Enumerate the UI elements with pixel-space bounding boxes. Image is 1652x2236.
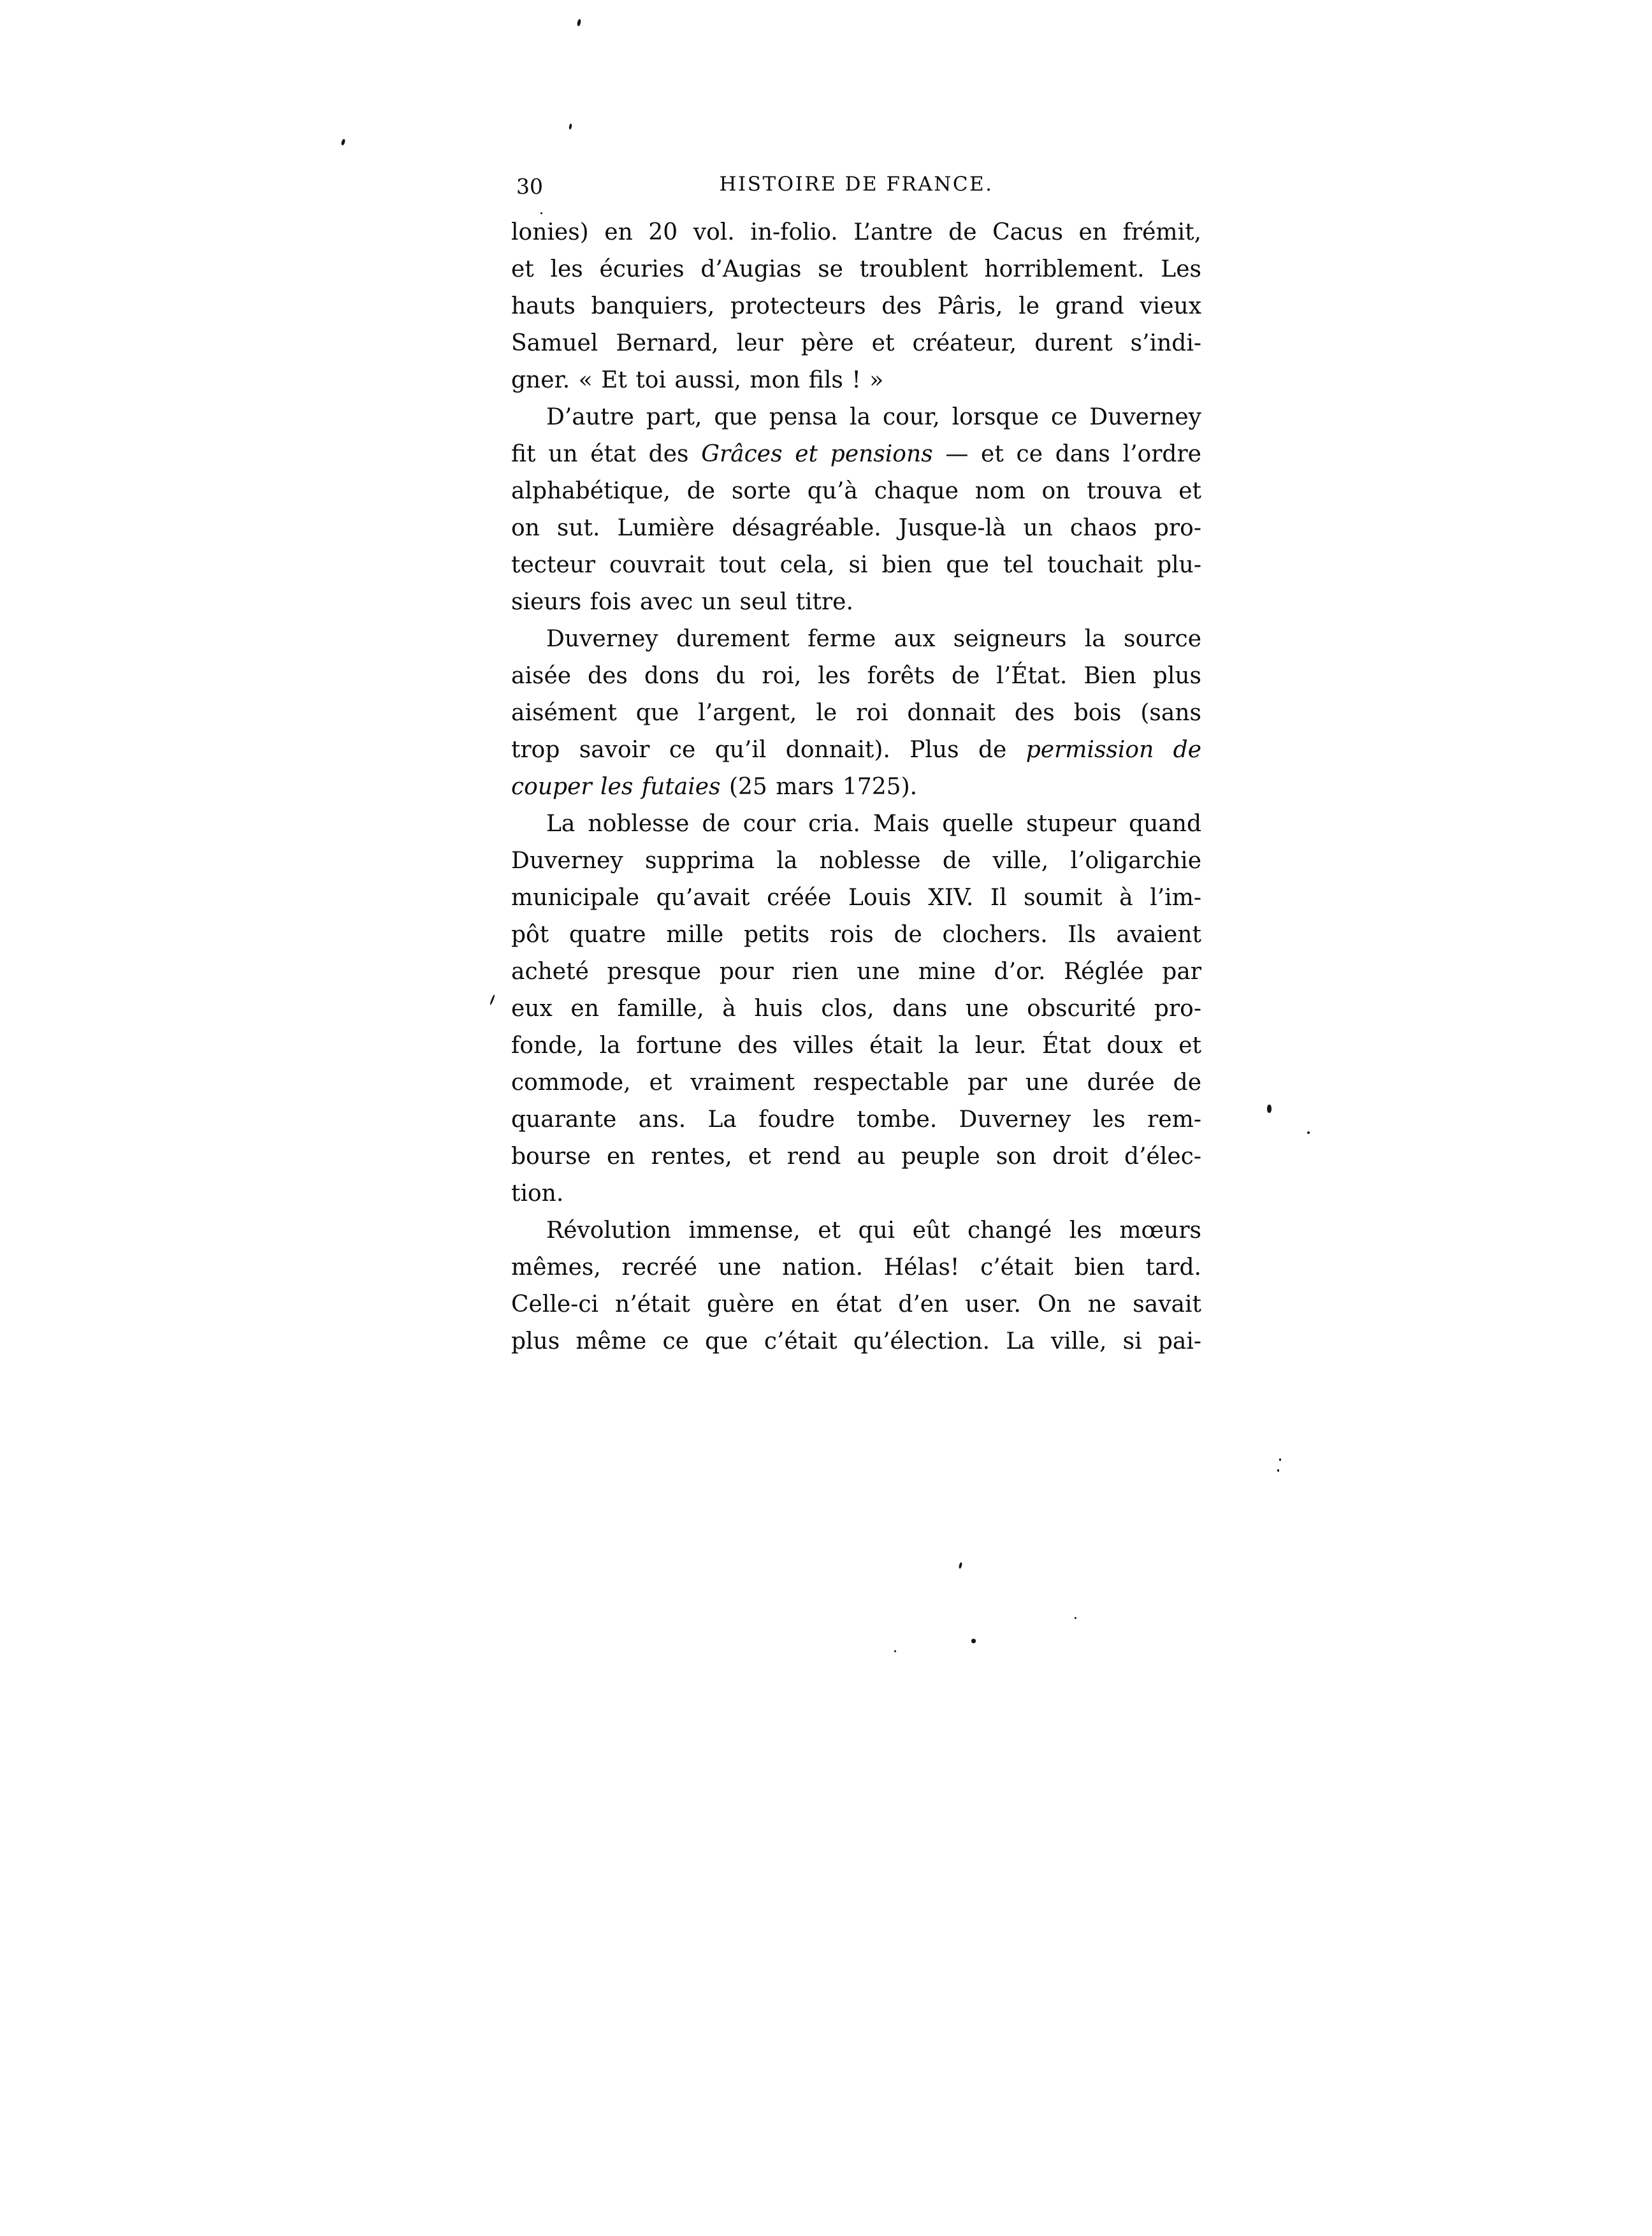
ink-speck: [1075, 1617, 1076, 1619]
text-segment: pôt quatre mille petits rois de clochers. Ils avaient: [511, 922, 1201, 948]
text-line: [511, 510, 1201, 547]
text-line: [511, 1138, 1201, 1175]
ink-speck: [341, 138, 346, 145]
text-line: [511, 1064, 1201, 1101]
text-segment: Duverney durement ferme aux seigneurs la source: [546, 626, 1201, 652]
text-line: [511, 658, 1201, 695]
text-segment: sieurs fois avec un seul titre.: [511, 589, 853, 615]
text-segment: on sut. Lumière désagréable. Jusque-là un chaos pro-: [511, 515, 1201, 541]
text-segment: La noblesse de cour cria. Mais quelle stupeur quand: [546, 811, 1201, 837]
text-line: [511, 325, 1201, 362]
text-line: [511, 1249, 1201, 1286]
running-title: HISTOIRE DE FRANCE.: [719, 173, 994, 196]
text-line: [511, 1101, 1201, 1138]
text-line: [511, 1286, 1201, 1323]
paragraph: [511, 806, 1201, 1212]
text-segment: — et ce dans l’ordre: [932, 441, 1201, 467]
page-header: [511, 173, 1201, 212]
ink-speck: [1277, 1469, 1279, 1472]
text-segment: aisée des dons du roi, les forêts de l’État. Bien plus: [511, 663, 1201, 689]
text-segment: Révolution immense, et qui eût changé les mœurs: [546, 1217, 1201, 1244]
ink-speck: [540, 212, 542, 214]
ink-speck: [959, 1562, 962, 1569]
text-segment: permission de: [1025, 737, 1202, 763]
ink-speck: [894, 1650, 896, 1652]
text-segment: plus même ce que c’était qu’élection. La ville, si pai-: [511, 1328, 1201, 1354]
text-line: [511, 917, 1201, 954]
text-line: [511, 1212, 1201, 1249]
text-line: [511, 288, 1201, 325]
text-line: [511, 251, 1201, 288]
text-line: [511, 399, 1201, 436]
text-line: [511, 547, 1201, 584]
paragraph: [511, 214, 1201, 399]
text-line: [511, 806, 1201, 843]
text-segment: acheté presque pour rien une mine d’or. Réglée par: [511, 959, 1201, 985]
text-line: [511, 954, 1201, 991]
text-segment: quarante ans. La foudre tombe. Duverney les rem-: [511, 1107, 1201, 1133]
text-segment: fonde, la fortune des villes était la leur. État doux et: [511, 1033, 1201, 1059]
text-segment: municipale qu’avait créée Louis XIV. Il soumit à l’im-: [511, 885, 1201, 911]
text-segment: commode, et vraiment respectable par une durée de: [511, 1070, 1201, 1096]
text-segment: hauts banquiers, protecteurs des Pâris, le grand vieux: [511, 293, 1201, 319]
text-segment: D’autre part, que pensa la cour, lorsque ce Duverney: [546, 404, 1201, 430]
text-line: [511, 584, 1201, 621]
text-line: [511, 1175, 1201, 1212]
text-segment: tion.: [511, 1180, 564, 1207]
ink-speck: [489, 994, 495, 1005]
paragraph: [511, 621, 1201, 806]
text-segment: aisément que l’argent, le roi donnait des bois (sans: [511, 700, 1201, 726]
paragraph: [511, 399, 1201, 621]
text-line: [511, 621, 1201, 658]
paragraph: [511, 1212, 1201, 1360]
ink-speck: [1279, 1458, 1281, 1461]
text-line: [511, 473, 1201, 510]
ink-speck: [569, 124, 572, 130]
text-segment: tecteur couvrait tout cela, si bien que tel touchait plu-: [511, 552, 1201, 578]
text-segment: fit un état des: [511, 441, 702, 467]
text-segment: gner. « Et toi aussi, mon fils ! »: [511, 367, 884, 393]
text-segment: mêmes, recréé une nation. Hélas! c’était bien tard.: [511, 1254, 1201, 1281]
body-text: [511, 214, 1201, 1360]
text-segment: couper les futaies: [511, 774, 721, 800]
text-segment: alphabétique, de sorte qu’à chaque nom on trouva et: [511, 478, 1201, 504]
text-line: [511, 843, 1201, 880]
text-segment: lonies) en 20 vol. in-folio. L’antre de Cacus en frémit,: [511, 219, 1201, 245]
ink-speck: [1267, 1105, 1272, 1113]
text-line: [511, 732, 1201, 769]
text-segment: eux en famille, à huis clos, dans une obscurité pro-: [511, 996, 1201, 1022]
text-line: [511, 695, 1201, 732]
text-segment: Samuel Bernard, leur père et créateur, durent s’indi-: [511, 330, 1201, 356]
text-line: [511, 214, 1201, 251]
text-line: [511, 991, 1201, 1027]
text-line: [511, 362, 1201, 399]
text-line: [511, 436, 1201, 473]
ink-speck: [971, 1639, 976, 1643]
page-number: 30: [516, 174, 543, 199]
ink-speck: [577, 19, 581, 27]
text-segment: Celle-ci n’était guère en état d’en user. On ne savait: [511, 1291, 1201, 1318]
ink-speck: [1307, 1131, 1310, 1134]
text-line: [511, 769, 1201, 806]
text-line: [511, 1027, 1201, 1064]
text-segment: trop savoir ce qu’il donnait). Plus de: [511, 737, 1026, 763]
text-segment: (25 mars 1725).: [720, 774, 918, 800]
text-segment: Duverney supprima la noblesse de ville, l’oligarchie: [511, 848, 1201, 874]
text-line: [511, 880, 1201, 917]
text-segment: Grâces et pensions: [701, 441, 933, 467]
text-segment: bourse en rentes, et rend au peuple son droit d’élec-: [511, 1143, 1201, 1170]
text-segment: et les écuries d’Augias se troublent horriblement. Les: [511, 256, 1201, 282]
text-line: [511, 1323, 1201, 1360]
